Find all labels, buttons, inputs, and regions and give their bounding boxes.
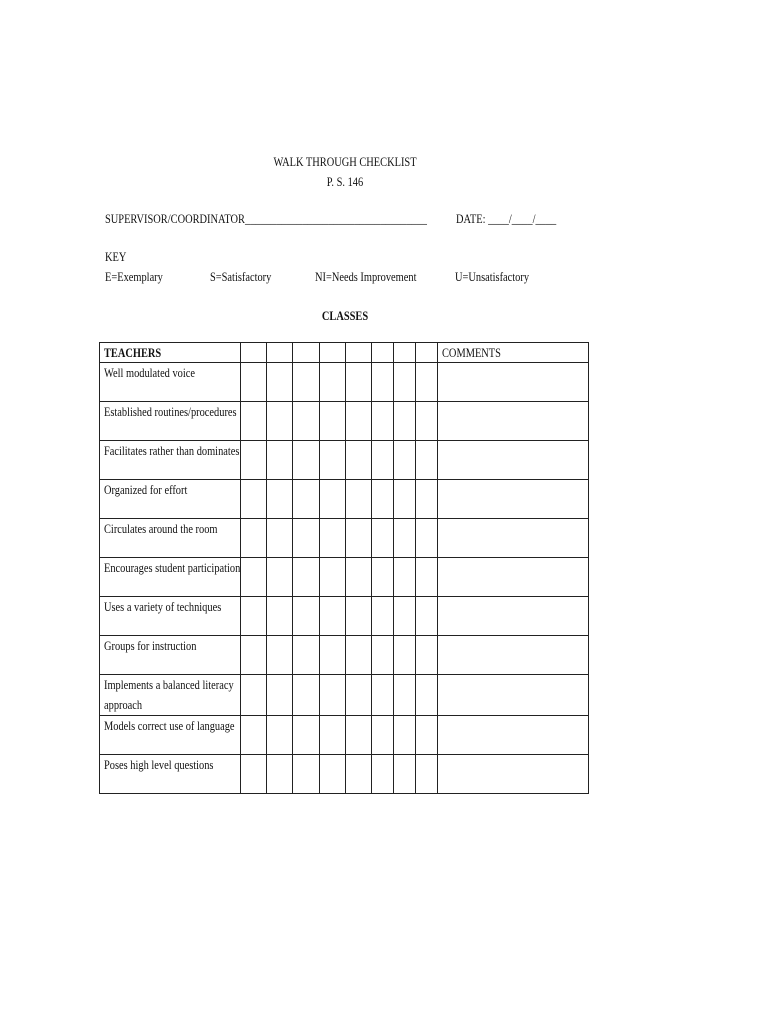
- rating-cell[interactable]: [416, 519, 438, 558]
- criterion-cell: [100, 519, 241, 558]
- comments-header-cell: [438, 343, 589, 363]
- rating-cell[interactable]: [293, 716, 320, 755]
- criterion-label: [100, 519, 218, 537]
- table-row: [100, 597, 589, 636]
- key-needs-improvement: NI=Needs Improvement: [315, 269, 417, 284]
- rating-cell[interactable]: [346, 716, 372, 755]
- rating-cell[interactable]: [320, 519, 346, 558]
- rating-cell[interactable]: [241, 402, 267, 441]
- rating-cell[interactable]: [241, 675, 267, 716]
- table-body: [100, 343, 589, 794]
- rating-cell[interactable]: [320, 675, 346, 716]
- rating-cell[interactable]: [267, 441, 293, 480]
- criterion-label: [100, 597, 221, 615]
- supervisor-field[interactable]: [105, 211, 427, 227]
- rating-cell[interactable]: [416, 597, 438, 636]
- criterion-line-1: Poses high level questions: [104, 757, 214, 772]
- class-column-header[interactable]: [267, 343, 293, 363]
- table-row: [100, 519, 589, 558]
- date-field[interactable]: [456, 211, 556, 227]
- rating-cell[interactable]: [372, 716, 394, 755]
- rating-cell[interactable]: [416, 636, 438, 675]
- rating-cell[interactable]: [416, 480, 438, 519]
- class-column-header[interactable]: [293, 343, 320, 363]
- rating-cell[interactable]: [372, 519, 394, 558]
- comment-cell[interactable]: [438, 363, 589, 402]
- rating-cell[interactable]: [394, 441, 416, 480]
- criterion-line-1: Circulates around the room: [104, 521, 218, 536]
- rating-cell[interactable]: [320, 755, 346, 794]
- comment-cell[interactable]: [438, 675, 589, 716]
- rating-cell[interactable]: [293, 480, 320, 519]
- rating-cell[interactable]: [293, 755, 320, 794]
- key-heading: KEY: [105, 249, 127, 264]
- rating-cell[interactable]: [394, 755, 416, 794]
- rating-cell[interactable]: [394, 558, 416, 597]
- criterion-cell: [100, 363, 241, 402]
- criterion-line-1: Encourages student participation: [104, 560, 241, 575]
- rating-cell[interactable]: [267, 558, 293, 597]
- criterion-cell: [100, 636, 241, 675]
- criterion-line-1: Organized for effort: [104, 482, 188, 497]
- rating-cell[interactable]: [267, 636, 293, 675]
- rating-cell[interactable]: [267, 480, 293, 519]
- rating-cell[interactable]: [346, 441, 372, 480]
- rating-cell[interactable]: [293, 441, 320, 480]
- rating-cell[interactable]: [241, 755, 267, 794]
- rating-cell[interactable]: [320, 402, 346, 441]
- checklist-title: WALK THROUGH CHECKLIST: [273, 154, 417, 169]
- rating-cell[interactable]: [346, 519, 372, 558]
- criterion-line-1: Models correct use of language: [104, 718, 235, 733]
- rating-cell[interactable]: [394, 636, 416, 675]
- rating-cell[interactable]: [416, 675, 438, 716]
- supervisor-label: SUPERVISOR/COORDINATOR: [105, 211, 245, 226]
- rating-cell[interactable]: [267, 675, 293, 716]
- table-row: [100, 636, 589, 675]
- teachers-header: TEACHERS: [104, 345, 162, 360]
- class-column-header[interactable]: [320, 343, 346, 363]
- rating-cell[interactable]: [241, 597, 267, 636]
- rating-cell[interactable]: [267, 363, 293, 402]
- rating-cell[interactable]: [293, 363, 320, 402]
- criterion-cell: [100, 558, 241, 597]
- criterion-line-1: Uses a variety of techniques: [104, 599, 222, 614]
- rating-cell[interactable]: [416, 363, 438, 402]
- comment-cell[interactable]: [438, 480, 589, 519]
- rating-cell[interactable]: [293, 675, 320, 716]
- rating-cell[interactable]: [293, 597, 320, 636]
- class-column-header[interactable]: [241, 343, 267, 363]
- rating-cell[interactable]: [241, 519, 267, 558]
- classes-heading: CLASSES: [321, 308, 369, 323]
- key-exemplary: E=Exemplary: [105, 269, 163, 284]
- rating-cell[interactable]: [416, 558, 438, 597]
- criterion-label: [100, 558, 240, 576]
- criterion-cell: [100, 597, 241, 636]
- criterion-cell: [100, 675, 241, 716]
- rating-cell[interactable]: [394, 519, 416, 558]
- criterion-cell: [100, 755, 241, 794]
- rating-cell[interactable]: [320, 480, 346, 519]
- table-row: [100, 755, 589, 794]
- criterion-line-1: Implements a balanced literacy: [104, 677, 234, 692]
- rating-cell[interactable]: [394, 363, 416, 402]
- rating-cell[interactable]: [320, 363, 346, 402]
- comment-cell[interactable]: [438, 716, 589, 755]
- rating-cell[interactable]: [372, 441, 394, 480]
- class-column-header[interactable]: [416, 343, 438, 363]
- walkthrough-table: [99, 342, 589, 794]
- rating-cell[interactable]: [293, 636, 320, 675]
- rating-cell[interactable]: [394, 716, 416, 755]
- rating-cell[interactable]: [346, 363, 372, 402]
- rating-cell[interactable]: [241, 441, 267, 480]
- rating-cell[interactable]: [267, 716, 293, 755]
- class-column-header[interactable]: [394, 343, 416, 363]
- rating-cell[interactable]: [346, 636, 372, 675]
- rating-cell[interactable]: [372, 755, 394, 794]
- criterion-line-1: Groups for instruction: [104, 638, 197, 653]
- rating-cell[interactable]: [346, 755, 372, 794]
- criterion-label: [100, 675, 234, 715]
- criterion-line-1: Established routines/procedures: [104, 404, 237, 419]
- date-blank-line[interactable]: ____/____/____: [488, 211, 557, 226]
- rating-cell[interactable]: [346, 558, 372, 597]
- rating-cell[interactable]: [320, 558, 346, 597]
- criterion-cell: [100, 716, 241, 755]
- rating-cell[interactable]: [241, 636, 267, 675]
- criterion-line-2: approach: [104, 697, 143, 712]
- table-row: [100, 480, 589, 519]
- criterion-label: [100, 755, 213, 773]
- criterion-label: [100, 636, 196, 654]
- rating-cell[interactable]: [416, 755, 438, 794]
- rating-cell[interactable]: [320, 597, 346, 636]
- rating-cell[interactable]: [293, 402, 320, 441]
- rating-cell[interactable]: [267, 597, 293, 636]
- comments-header: COMMENTS: [442, 345, 501, 360]
- rating-cell[interactable]: [320, 636, 346, 675]
- table-row: [100, 441, 589, 480]
- date-label: DATE:: [456, 211, 489, 226]
- criterion-label: [100, 480, 187, 498]
- table-row: [100, 716, 589, 755]
- rating-cell[interactable]: [267, 402, 293, 441]
- class-column-header[interactable]: [372, 343, 394, 363]
- comment-cell[interactable]: [438, 597, 589, 636]
- rating-cell[interactable]: [267, 755, 293, 794]
- rating-cell[interactable]: [346, 597, 372, 636]
- rating-cell[interactable]: [267, 519, 293, 558]
- teachers-header-cell: [100, 343, 241, 363]
- rating-cell[interactable]: [346, 402, 372, 441]
- table-header-row: [100, 343, 589, 363]
- criterion-cell: [100, 441, 241, 480]
- supervisor-blank-line[interactable]: ___________________________________: [244, 211, 427, 226]
- comment-cell[interactable]: [438, 755, 589, 794]
- criterion-label: [100, 716, 235, 734]
- table-row: [100, 558, 589, 597]
- rating-cell[interactable]: [372, 402, 394, 441]
- criterion-label: [100, 402, 237, 420]
- criterion-cell: [100, 402, 241, 441]
- rating-cell[interactable]: [293, 558, 320, 597]
- rating-cell[interactable]: [394, 597, 416, 636]
- rating-cell[interactable]: [293, 519, 320, 558]
- key-satisfactory: S=Satisfactory: [210, 269, 272, 284]
- rating-cell[interactable]: [346, 675, 372, 716]
- rating-cell[interactable]: [320, 716, 346, 755]
- rating-cell[interactable]: [372, 480, 394, 519]
- comment-cell[interactable]: [438, 519, 589, 558]
- comment-cell[interactable]: [438, 558, 589, 597]
- comment-cell[interactable]: [438, 636, 589, 675]
- table-row: [100, 402, 589, 441]
- rating-cell[interactable]: [346, 480, 372, 519]
- criterion-label: [100, 363, 195, 381]
- rating-cell[interactable]: [241, 716, 267, 755]
- rating-cell[interactable]: [241, 558, 267, 597]
- class-column-header[interactable]: [346, 343, 372, 363]
- rating-cell[interactable]: [416, 441, 438, 480]
- rating-cell[interactable]: [416, 716, 438, 755]
- criterion-line-1: Facilitates rather than dominates: [104, 443, 240, 458]
- rating-cell[interactable]: [372, 636, 394, 675]
- rating-cell[interactable]: [241, 480, 267, 519]
- key-unsatisfactory: U=Unsatisfactory: [455, 269, 530, 284]
- rating-cell[interactable]: [372, 597, 394, 636]
- comment-cell[interactable]: [438, 441, 589, 480]
- rating-cell[interactable]: [241, 363, 267, 402]
- table-row: [100, 675, 589, 716]
- table-row: [100, 363, 589, 402]
- comment-cell[interactable]: [438, 402, 589, 441]
- rating-cell[interactable]: [372, 675, 394, 716]
- rating-cell[interactable]: [394, 402, 416, 441]
- rating-cell[interactable]: [372, 558, 394, 597]
- school-name: P. S. 146: [326, 174, 364, 189]
- rating-cell[interactable]: [372, 363, 394, 402]
- criterion-cell: [100, 480, 241, 519]
- rating-cell[interactable]: [394, 480, 416, 519]
- rating-cell[interactable]: [320, 441, 346, 480]
- rating-cell[interactable]: [416, 402, 438, 441]
- criterion-label: [100, 441, 239, 459]
- criterion-line-1: Well modulated voice: [104, 365, 195, 380]
- rating-cell[interactable]: [394, 675, 416, 716]
